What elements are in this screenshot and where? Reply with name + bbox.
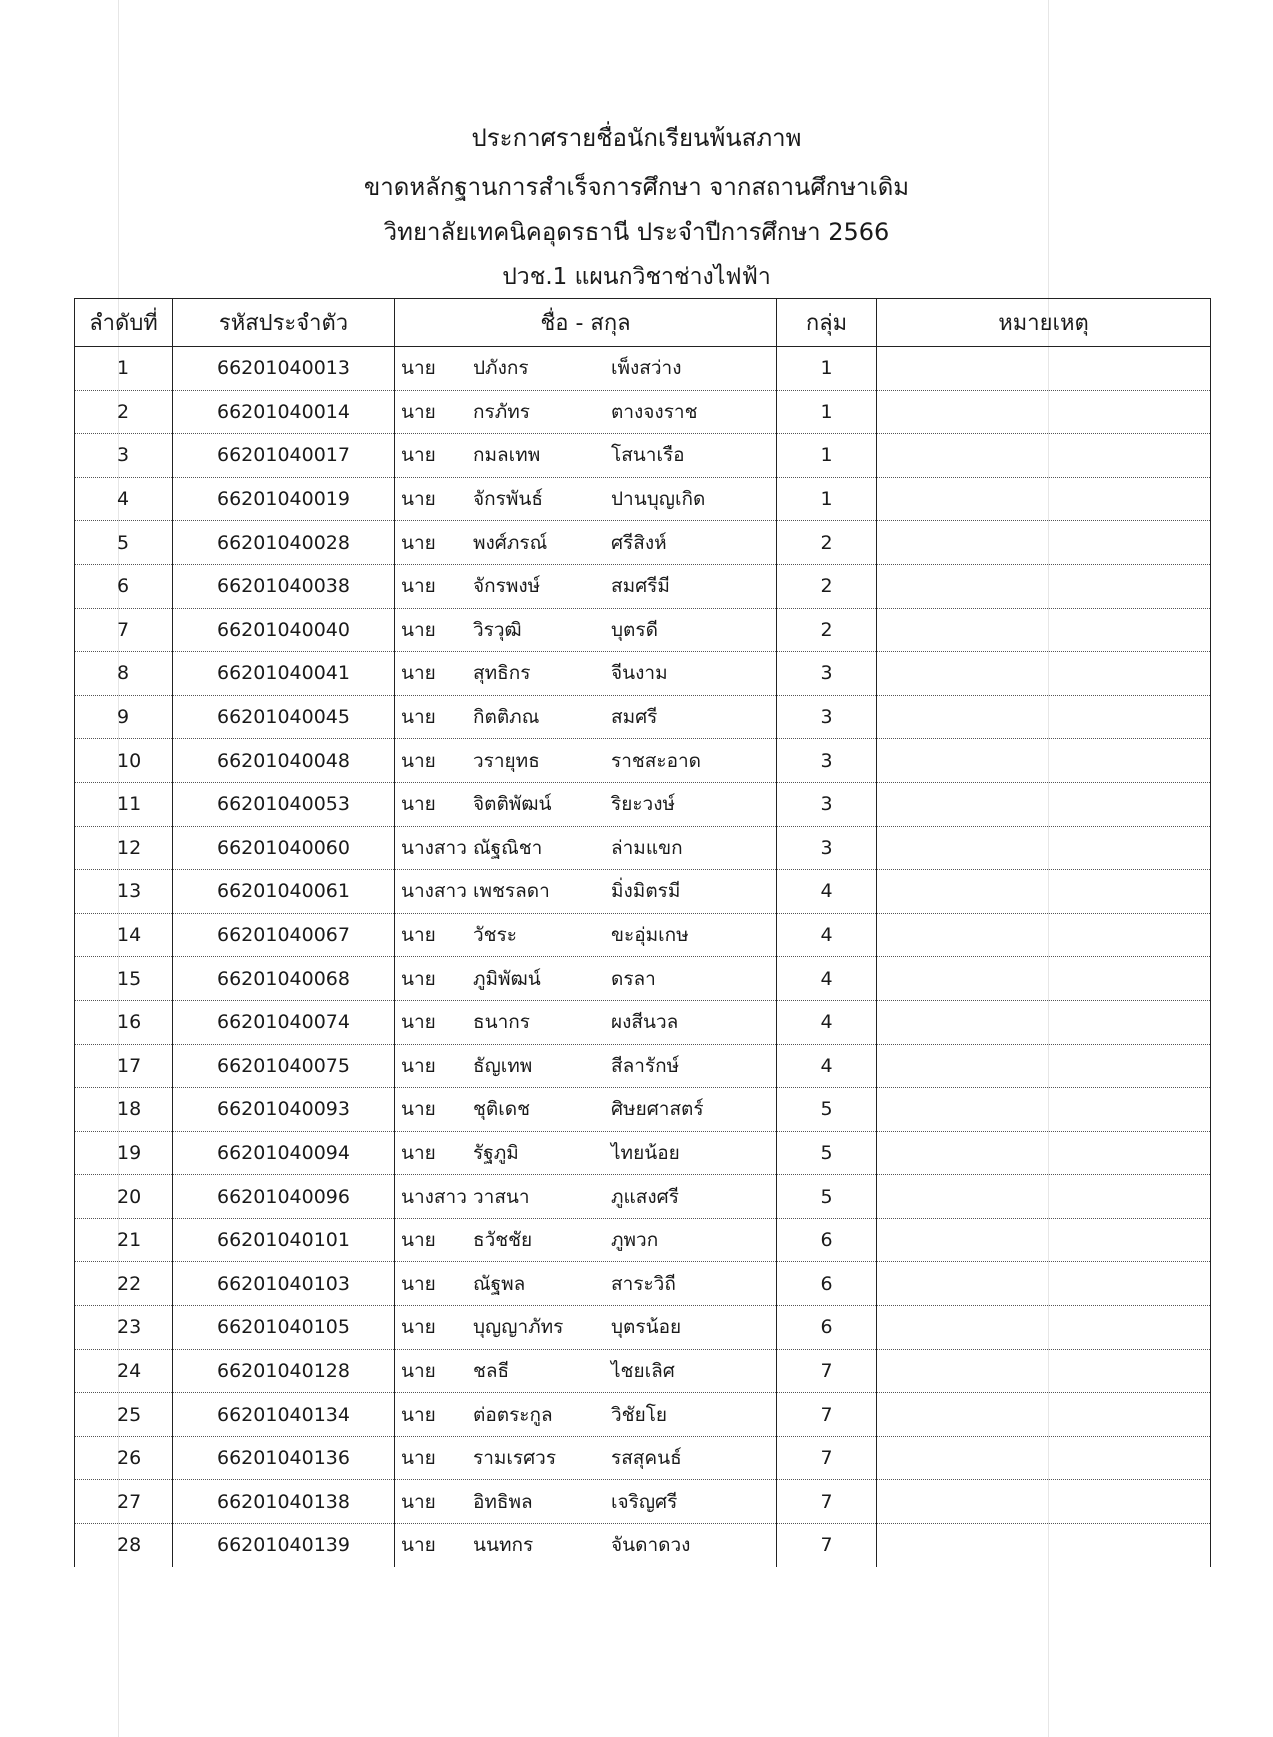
last-name: ภูแสงศรี [611, 1185, 679, 1208]
document-title-line-1: ประกาศรายชื่อนักเรียนพ้นสภาพ [471, 124, 802, 152]
cell-no: 21 [75, 1218, 173, 1262]
cell-remark [877, 957, 1211, 1001]
last-name: ศิษยศาสตร์ [611, 1098, 704, 1121]
cell-remark [877, 1175, 1211, 1219]
name-title: นาย [401, 1098, 436, 1121]
name-title: นาย [401, 749, 436, 772]
first-name: ณัฐณิชา [473, 836, 543, 859]
column-header-student-id: รหัสประจำตัว [173, 299, 395, 347]
first-name: วาสนา [473, 1185, 530, 1208]
cell-name [395, 1131, 777, 1175]
last-name: ภูพวก [611, 1229, 659, 1252]
table-row [75, 1262, 1211, 1306]
cell-student-id: 66201040093 [173, 1088, 395, 1132]
table-row [75, 739, 1211, 783]
cell-no: 1 [75, 347, 173, 391]
cell-student-id: 66201040139 [173, 1524, 395, 1567]
last-name: ปานบุญเกิด [611, 488, 706, 511]
cell-student-id: 66201040045 [173, 695, 395, 739]
cell-student-id: 66201040048 [173, 739, 395, 783]
cell-remark [877, 782, 1211, 826]
cell-student-id: 66201040017 [173, 434, 395, 478]
first-name: เพชรลดา [473, 880, 550, 903]
cell-name [395, 913, 777, 957]
cell-group: 3 [777, 739, 877, 783]
table-row [75, 347, 1211, 391]
last-name: จีนงาม [611, 662, 668, 685]
last-name: จันดาดวง [611, 1534, 691, 1557]
cell-name [395, 1524, 777, 1567]
last-name: ตางจงราช [611, 400, 698, 423]
cell-group: 1 [777, 434, 877, 478]
cell-student-id: 66201040067 [173, 913, 395, 957]
cell-no: 5 [75, 521, 173, 565]
student-roster-table [74, 298, 1211, 1567]
cell-remark [877, 1131, 1211, 1175]
document-subtitle: ปวช.1 แผนกวิชาช่างไฟฟ้า [502, 264, 771, 290]
first-name: จักรพงษ์ [473, 575, 541, 598]
cell-group: 6 [777, 1262, 877, 1306]
cell-no: 12 [75, 826, 173, 870]
table-row [75, 477, 1211, 521]
name-title: นาย [401, 1359, 436, 1382]
name-title: นาย [401, 1229, 436, 1252]
document-title-line-2: ขาดหลักฐานการสำเร็จการศึกษา จากสถานศึกษาเดิม [363, 173, 910, 201]
last-name: สีลารักษ์ [611, 1054, 680, 1077]
last-name: ผงสีนวล [611, 1011, 679, 1034]
table-row [75, 652, 1211, 696]
first-name: บุญญาภัทร [473, 1316, 564, 1339]
cell-no: 6 [75, 564, 173, 608]
name-title: นาย [401, 662, 436, 685]
table-row [75, 521, 1211, 565]
last-name: บุตรน้อย [611, 1316, 682, 1339]
table-row [75, 390, 1211, 434]
cell-no: 4 [75, 477, 173, 521]
cell-group: 4 [777, 870, 877, 914]
cell-remark [877, 913, 1211, 957]
cell-remark [877, 1088, 1211, 1132]
cell-remark [877, 1480, 1211, 1524]
table-row [75, 1218, 1211, 1262]
first-name: รัฐภูมิ [473, 1141, 519, 1164]
cell-no: 26 [75, 1436, 173, 1480]
cell-group: 4 [777, 957, 877, 1001]
cell-name [395, 1306, 777, 1350]
cell-name [395, 652, 777, 696]
cell-remark [877, 1524, 1211, 1567]
name-title: นางสาว [401, 1185, 467, 1208]
name-title: นาย [401, 488, 436, 511]
cell-name [395, 1349, 777, 1393]
cell-group: 4 [777, 913, 877, 957]
cell-group: 7 [777, 1524, 877, 1567]
cell-student-id: 66201040074 [173, 1000, 395, 1044]
first-name: อิทธิพล [473, 1490, 533, 1513]
cell-no: 3 [75, 434, 173, 478]
name-title: นาย [401, 618, 436, 641]
cell-student-id: 66201040094 [173, 1131, 395, 1175]
cell-no: 15 [75, 957, 173, 1001]
table-row [75, 434, 1211, 478]
table-row [75, 1175, 1211, 1219]
cell-name [395, 782, 777, 826]
first-name: ณัฐพล [473, 1272, 526, 1295]
cell-student-id: 66201040068 [173, 957, 395, 1001]
last-name: บุตรดี [611, 618, 658, 641]
cell-group: 2 [777, 564, 877, 608]
cell-name [395, 739, 777, 783]
cell-name [395, 1000, 777, 1044]
cell-group: 5 [777, 1131, 877, 1175]
cell-student-id: 66201040075 [173, 1044, 395, 1088]
cell-group: 2 [777, 521, 877, 565]
cell-remark [877, 1306, 1211, 1350]
cell-name [395, 695, 777, 739]
name-title: นาย [401, 1534, 436, 1557]
last-name: รสสุคนธ์ [611, 1447, 682, 1470]
cell-student-id: 66201040014 [173, 390, 395, 434]
table-body [75, 347, 1211, 1567]
first-name: จิตติพัฒน์ [473, 793, 552, 816]
column-header-no: ลำดับที่ [75, 299, 173, 347]
name-title: นาย [401, 1054, 436, 1077]
table-row [75, 695, 1211, 739]
first-name: พงศ์ภรณ์ [473, 531, 548, 554]
name-title: นางสาว [401, 880, 467, 903]
last-name: ขะอุ่มเกษ [611, 924, 689, 947]
first-name: จักรพันธ์ [473, 488, 543, 511]
cell-name [395, 564, 777, 608]
cell-no: 11 [75, 782, 173, 826]
last-name: ศรีสิงห์ [611, 531, 667, 554]
table-header-row [75, 299, 1211, 347]
first-name: ภูมิพัฒน์ [473, 967, 541, 990]
cell-student-id: 66201040134 [173, 1393, 395, 1437]
name-title: นาย [401, 400, 436, 423]
cell-no: 16 [75, 1000, 173, 1044]
table-row [75, 870, 1211, 914]
cell-no: 23 [75, 1306, 173, 1350]
cell-student-id: 66201040028 [173, 521, 395, 565]
cell-remark [877, 390, 1211, 434]
first-name: ธัญเทพ [473, 1054, 533, 1077]
cell-student-id: 66201040138 [173, 1480, 395, 1524]
cell-no: 18 [75, 1088, 173, 1132]
cell-name [395, 521, 777, 565]
cell-name [395, 870, 777, 914]
cell-group: 7 [777, 1393, 877, 1437]
first-name: วรายุทธ [473, 749, 540, 772]
first-name: ธวัชชัย [473, 1229, 533, 1252]
cell-remark [877, 652, 1211, 696]
name-title: นาย [401, 793, 436, 816]
last-name: เพ็งสว่าง [611, 357, 682, 380]
cell-name [395, 1218, 777, 1262]
cell-group: 7 [777, 1349, 877, 1393]
cell-group: 7 [777, 1480, 877, 1524]
first-name: วิรวุฒิ [473, 618, 522, 641]
cell-name [395, 347, 777, 391]
cell-name [395, 1175, 777, 1219]
table-row [75, 913, 1211, 957]
cell-student-id: 66201040103 [173, 1262, 395, 1306]
name-title: นางสาว [401, 836, 467, 859]
cell-remark [877, 347, 1211, 391]
name-title: นาย [401, 444, 436, 467]
first-name: วัชระ [473, 924, 517, 947]
table-row [75, 1000, 1211, 1044]
name-title: นาย [401, 1316, 436, 1339]
last-name: ไทยน้อย [611, 1141, 680, 1164]
last-name: ไชยเลิศ [611, 1359, 675, 1382]
cell-student-id: 66201040061 [173, 870, 395, 914]
first-name: ชลธี [473, 1359, 510, 1382]
cell-no: 14 [75, 913, 173, 957]
column-header-name: ชื่อ - สกุล [395, 299, 777, 347]
cell-student-id: 66201040096 [173, 1175, 395, 1219]
cell-student-id: 66201040101 [173, 1218, 395, 1262]
cell-student-id: 66201040136 [173, 1436, 395, 1480]
table-row [75, 1480, 1211, 1524]
first-name: สุทธิกร [473, 662, 531, 685]
table-row [75, 1306, 1211, 1350]
last-name: ล่ามแขก [611, 836, 683, 859]
column-header-remark: หมายเหตุ [877, 299, 1211, 347]
cell-remark [877, 870, 1211, 914]
first-name: รามเรศวร [473, 1447, 557, 1470]
last-name: วิชัยโย [611, 1403, 668, 1426]
cell-remark [877, 739, 1211, 783]
cell-remark [877, 695, 1211, 739]
cell-name [395, 826, 777, 870]
cell-student-id: 66201040038 [173, 564, 395, 608]
cell-student-id: 66201040105 [173, 1306, 395, 1350]
cell-no: 20 [75, 1175, 173, 1219]
last-name: โสนาเรือ [611, 444, 685, 467]
cell-no: 28 [75, 1524, 173, 1567]
cell-remark [877, 1218, 1211, 1262]
cell-remark [877, 826, 1211, 870]
cell-no: 19 [75, 1131, 173, 1175]
first-name: กิตติภณ [473, 706, 540, 729]
name-title: นาย [401, 1011, 436, 1034]
cell-student-id: 66201040128 [173, 1349, 395, 1393]
cell-no: 27 [75, 1480, 173, 1524]
cell-remark [877, 1436, 1211, 1480]
cell-group: 5 [777, 1175, 877, 1219]
cell-group: 1 [777, 477, 877, 521]
cell-student-id: 66201040013 [173, 347, 395, 391]
cell-remark [877, 1000, 1211, 1044]
cell-no: 24 [75, 1349, 173, 1393]
first-name: ปภังกร [473, 357, 529, 380]
cell-student-id: 66201040053 [173, 782, 395, 826]
name-title: นาย [401, 706, 436, 729]
last-name: สมศรี [611, 706, 658, 729]
cell-group: 3 [777, 652, 877, 696]
cell-no: 25 [75, 1393, 173, 1437]
cell-group: 6 [777, 1306, 877, 1350]
cell-remark [877, 1393, 1211, 1437]
cell-remark [877, 477, 1211, 521]
cell-no: 8 [75, 652, 173, 696]
cell-remark [877, 608, 1211, 652]
cell-group: 1 [777, 347, 877, 391]
cell-name [395, 1044, 777, 1088]
cell-group: 3 [777, 695, 877, 739]
last-name: มิ่งมิตรมี [611, 880, 681, 903]
cell-name [395, 957, 777, 1001]
cell-remark [877, 1044, 1211, 1088]
table-row [75, 1393, 1211, 1437]
cell-name [395, 1088, 777, 1132]
column-header-group: กลุ่ม [777, 299, 877, 347]
cell-name [395, 390, 777, 434]
cell-remark [877, 1349, 1211, 1393]
table-row [75, 564, 1211, 608]
cell-group: 1 [777, 390, 877, 434]
table-row [75, 1088, 1211, 1132]
cell-student-id: 66201040060 [173, 826, 395, 870]
table-row [75, 1524, 1211, 1567]
last-name: ราชสะอาด [611, 749, 701, 772]
cell-no: 17 [75, 1044, 173, 1088]
name-title: นาย [401, 575, 436, 598]
table-row [75, 1436, 1211, 1480]
cell-student-id: 66201040040 [173, 608, 395, 652]
cell-no: 13 [75, 870, 173, 914]
table-row [75, 957, 1211, 1001]
first-name: นนทกร [473, 1534, 534, 1557]
cell-name [395, 1393, 777, 1437]
last-name: ริยะวงษ์ [611, 793, 676, 816]
table-row [75, 1131, 1211, 1175]
cell-remark [877, 564, 1211, 608]
cell-student-id: 66201040041 [173, 652, 395, 696]
first-name: กรภัทร [473, 400, 530, 423]
first-name: ต่อตระกูล [473, 1403, 553, 1426]
name-title: นาย [401, 1141, 436, 1164]
first-name: กมลเทพ [473, 444, 541, 467]
cell-remark [877, 1262, 1211, 1306]
name-title: นาย [401, 1272, 436, 1295]
cell-student-id: 66201040019 [173, 477, 395, 521]
cell-no: 9 [75, 695, 173, 739]
cell-no: 10 [75, 739, 173, 783]
table-row [75, 826, 1211, 870]
name-title: นาย [401, 1403, 436, 1426]
name-title: นาย [401, 531, 436, 554]
last-name: สาระวิถี [611, 1272, 676, 1295]
cell-group: 4 [777, 1044, 877, 1088]
document-title-line-3: วิทยาลัยเทคนิคอุดรธานี ประจำปีการศึกษา 2566 [383, 218, 890, 246]
cell-name [395, 477, 777, 521]
cell-group: 4 [777, 1000, 877, 1044]
cell-name [395, 1262, 777, 1306]
cell-no: 22 [75, 1262, 173, 1306]
first-name: ชุติเดช [473, 1098, 530, 1121]
table-row [75, 608, 1211, 652]
cell-remark [877, 434, 1211, 478]
cell-group: 5 [777, 1088, 877, 1132]
last-name: เจริญศรี [611, 1490, 678, 1513]
name-title: นาย [401, 967, 436, 990]
first-name: ธนากร [473, 1011, 530, 1034]
table-row [75, 782, 1211, 826]
cell-name [395, 1436, 777, 1480]
table-row [75, 1044, 1211, 1088]
name-title: นาย [401, 1447, 436, 1470]
cell-group: 7 [777, 1436, 877, 1480]
name-title: นาย [401, 357, 436, 380]
table-row [75, 1349, 1211, 1393]
last-name: สมศรีมี [611, 575, 670, 598]
cell-group: 2 [777, 608, 877, 652]
cell-remark [877, 521, 1211, 565]
cell-name [395, 1480, 777, 1524]
cell-group: 3 [777, 782, 877, 826]
cell-name [395, 608, 777, 652]
cell-no: 2 [75, 390, 173, 434]
cell-group: 3 [777, 826, 877, 870]
name-title: นาย [401, 1490, 436, 1513]
last-name: ดรลา [611, 967, 656, 990]
cell-group: 6 [777, 1218, 877, 1262]
cell-no: 7 [75, 608, 173, 652]
cell-name [395, 434, 777, 478]
name-title: นาย [401, 924, 436, 947]
